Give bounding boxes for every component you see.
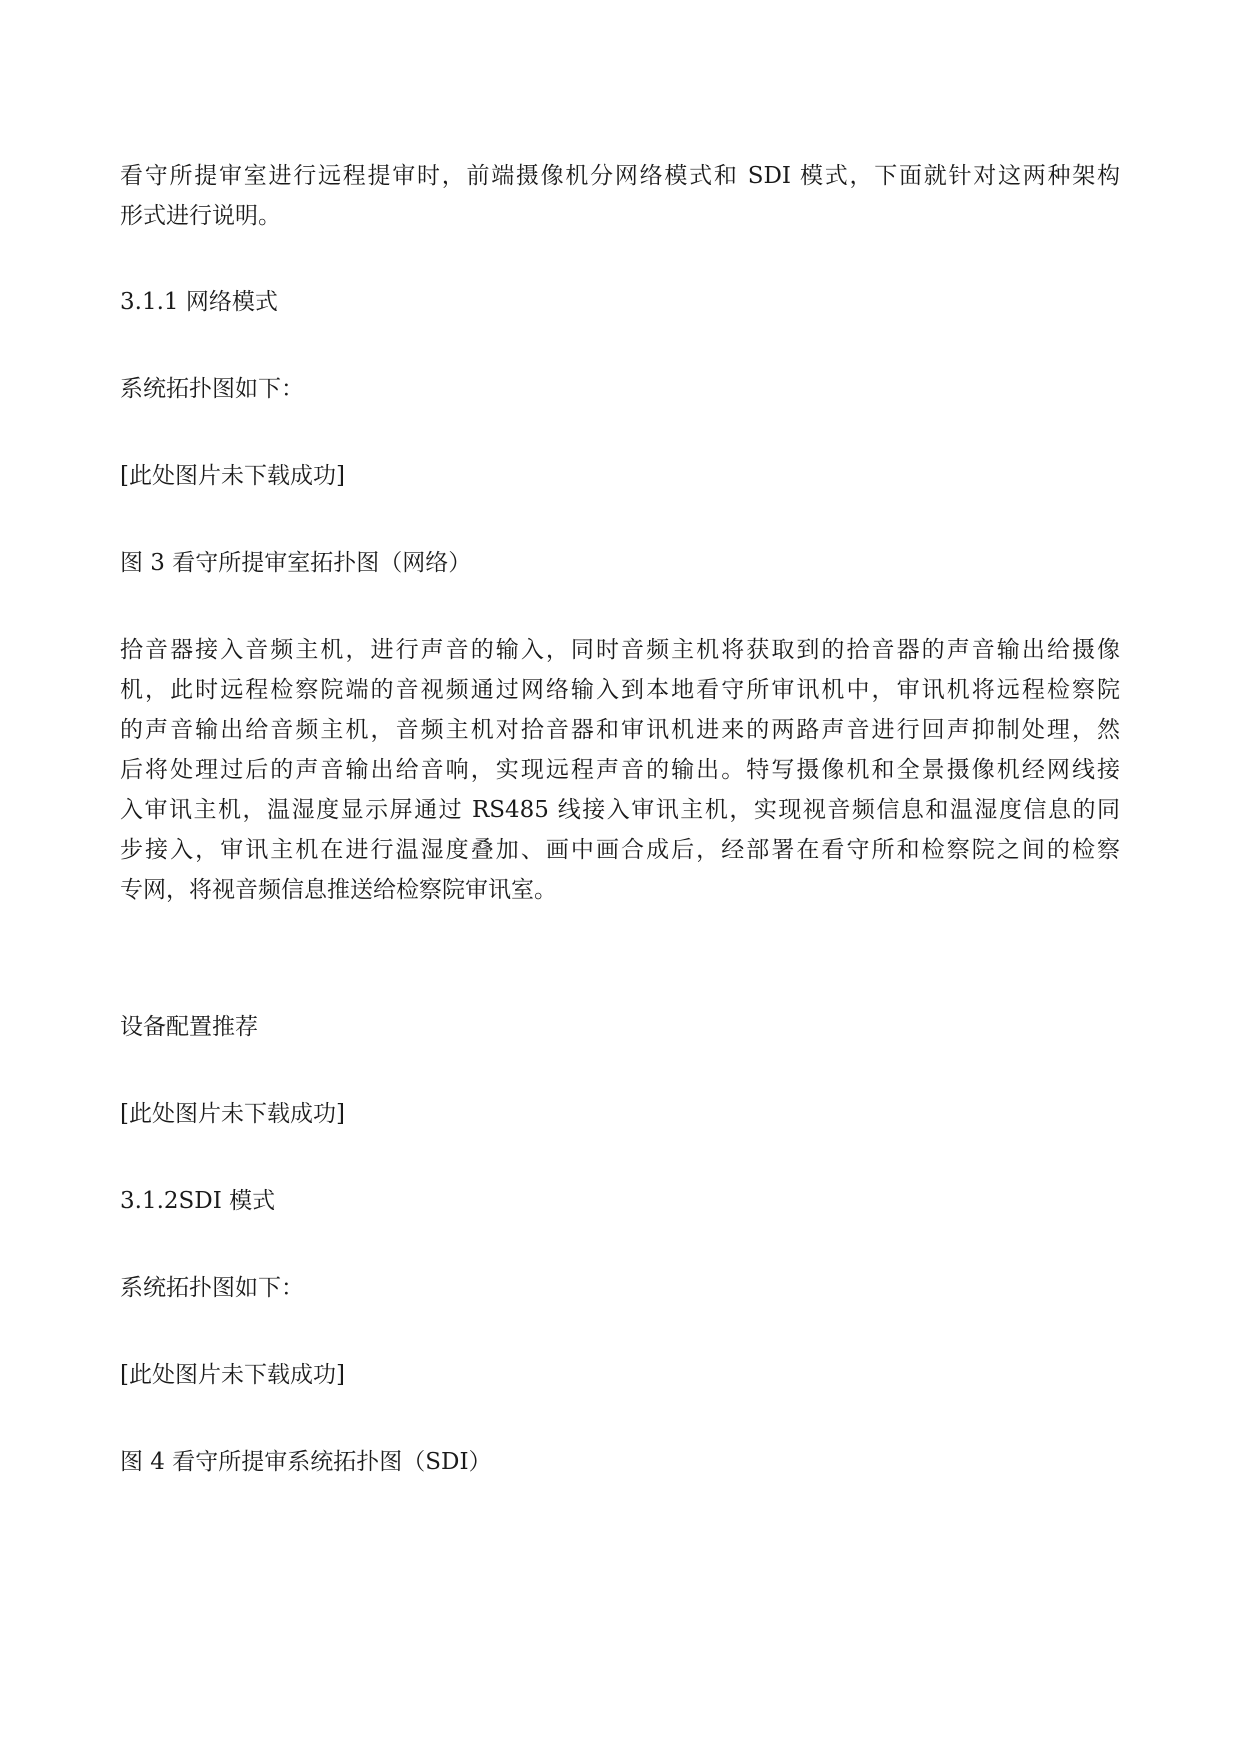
- image-placeholder-311: [此处图片未下载成功]: [120, 463, 345, 489]
- section-heading-312: 3.1.2SDI 模式: [120, 1188, 276, 1214]
- topology-intro-311: 系统拓扑图如下：: [120, 376, 304, 402]
- image-placeholder-equipment: [此处图片未下载成功]: [120, 1101, 345, 1127]
- section-heading-311: 3.1.1 网络模式: [120, 289, 278, 315]
- description-line: 后将处理过后的声音输出给音响，实现远程声音的输出。特写摄像机和全景摄像机经网线接: [120, 757, 1120, 783]
- network-description-paragraph: [120, 630, 1120, 910]
- description-line: 入审讯主机，温湿度显示屏通过 RS485 线接入审讯主机，实现视音频信息和温湿度信息的同: [120, 797, 1120, 823]
- description-line: 的声音输出给音频主机，音频主机对拾音器和审讯机进来的两路声音进行回声抑制处理，然: [120, 717, 1120, 743]
- intro-line-2: 形式进行说明。: [120, 203, 281, 229]
- description-line: 专网，将视音频信息推送给检察院审讯室。: [120, 877, 557, 903]
- figure-caption-3: 图 3 看守所提审室拓扑图（网络）: [120, 550, 472, 576]
- topology-intro-312: 系统拓扑图如下：: [120, 1275, 304, 1301]
- equipment-heading: 设备配置推荐: [120, 1014, 258, 1040]
- image-placeholder-312: [此处图片未下载成功]: [120, 1362, 345, 1388]
- figure-caption-4: 图 4 看守所提审系统拓扑图（SDI）: [120, 1449, 492, 1475]
- intro-paragraph: [120, 156, 1120, 236]
- description-line: 机，此时远程检察院端的音视频通过网络输入到本地看守所审讯机中，审讯机将远程检察院: [120, 677, 1120, 703]
- description-line: 拾音器接入音频主机，进行声音的输入，同时音频主机将获取到的拾音器的声音输出给摄像: [120, 637, 1120, 663]
- intro-line-1: 看守所提审室进行远程提审时，前端摄像机分网络模式和 SDI 模式，下面就针对这两种架构: [120, 163, 1120, 189]
- description-line: 步接入，审讯主机在进行温湿度叠加、画中画合成后，经部署在看守所和检察院之间的检察: [120, 837, 1120, 863]
